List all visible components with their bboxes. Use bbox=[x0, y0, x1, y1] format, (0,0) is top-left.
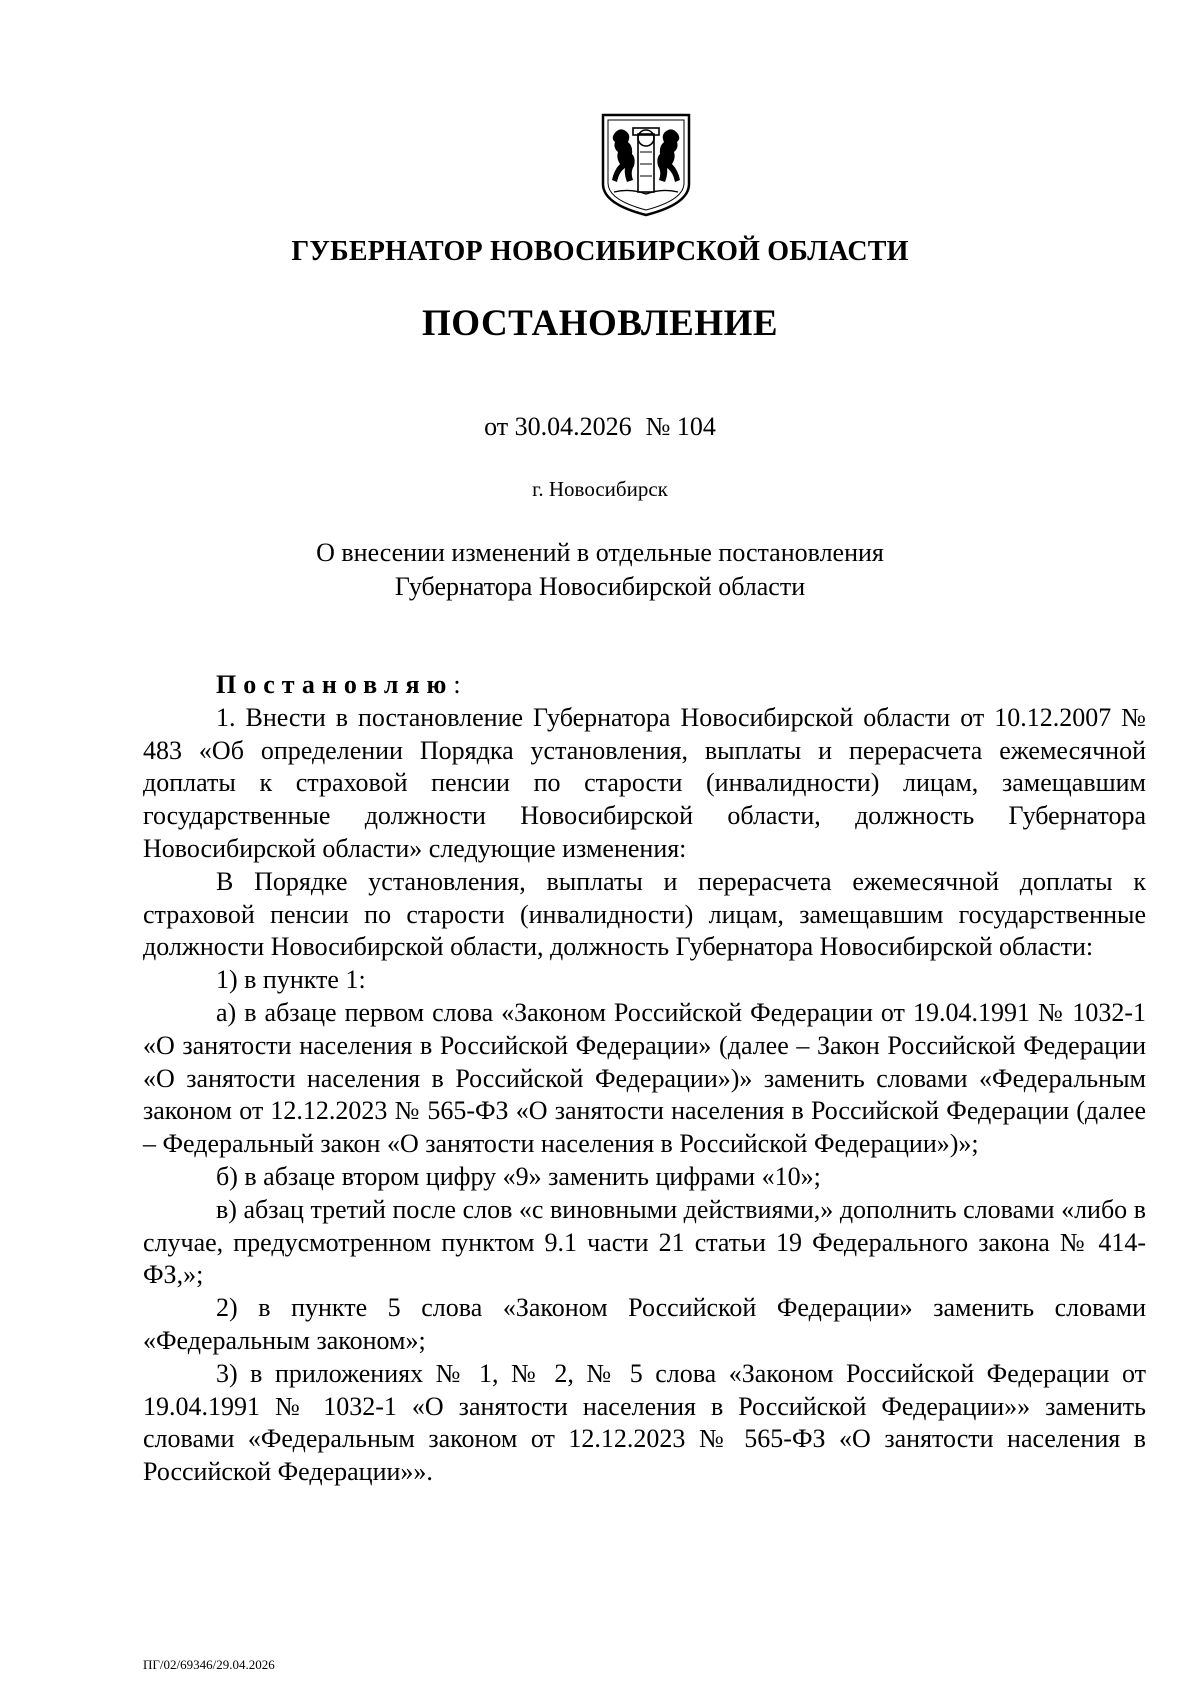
paragraph: 3) в приложениях № 1, № 2, № 5 слова «Законом Российской Федерации от 19.04.1991 № 1032-1 «О занятости населения в Российской Федерации»» заменить словами «Федеральным законом от 12.12.2023 № 565-ФЗ «О занятости населения в Российской Федерации»». bbox=[143, 1358, 1146, 1487]
decree-heading bbox=[143, 669, 1146, 702]
document-body bbox=[143, 669, 1146, 1489]
document-subject bbox=[0, 536, 1200, 604]
paragraph: а) в абзаце первом слова «Законом Российской Федерации от 19.04.1991 № 1032-1 «О занятости населения в Российской Федерации» (далее – Закон Российской Федерации «О занятости населения в Российской Федерации»)» заменить словами «Федеральным законом от 12.12.2023 № 565-ФЗ «О занятости населения в Российской Федерации (далее – Федеральный закон «О занятости населения в Российской Федерации»)»; bbox=[143, 997, 1146, 1159]
decree-colon: : bbox=[453, 670, 461, 699]
paragraph: 1) в пункте 1: bbox=[216, 965, 366, 995]
document-number: № 104 bbox=[645, 412, 716, 441]
document-date: от 30.04.2026 bbox=[484, 412, 632, 441]
paragraph: 1. Внести в постановление Губернатора Новосибирской области от 10.12.2007 № 483 «Об определении Порядка установления, выплаты и перерасчета ежемесячной доплаты к страховой пенсии по старости (инвалидности) лицам, замещавшим государственные должности Новосибирской области, должность Губернатора Новосибирской области» следующие изменения: bbox=[143, 702, 1146, 863]
coat-of-arms-icon bbox=[600, 112, 692, 218]
subject-line-1: О внесении изменений в отдельные постановления bbox=[316, 538, 884, 567]
decree-word: Постановляю bbox=[216, 670, 454, 699]
date-line bbox=[0, 412, 1200, 442]
paragraph: б) в абзаце втором цифру «9» заменить цифрами «10»; bbox=[216, 1161, 821, 1191]
registration-code: ПГ/02/69346/29.04.2026 bbox=[143, 1657, 275, 1672]
paragraph: в) абзац третий после слов «с виновными действиями,» дополнить словами «либо в случае, предусмотренном пунктом 9.1 части 21 статьи 19 Федерального закона № 414-ФЗ,»; bbox=[143, 1194, 1146, 1290]
subject-line-2: Губернатора Новосибирской области bbox=[394, 572, 806, 601]
paragraph: 2) в пункте 5 слова «Законом Российской Федерации» заменить словами «Федеральным законом»; bbox=[143, 1293, 1146, 1355]
city: г. Новосибирск bbox=[532, 477, 668, 501]
paragraph: В Порядке установления, выплаты и перерасчета ежемесячной доплаты к страховой пенсии по старости (инвалидности) лицам, замещавшим государственные должности Новосибирской области, должность Губернатора Новосибирской области: bbox=[143, 866, 1146, 962]
document-type: ПОСТАНОВЛЕНИЕ bbox=[421, 303, 779, 344]
issuing-authority: ГУБЕРНАТОР НОВОСИБИРСКОЙ ОБЛАСТИ bbox=[291, 236, 909, 267]
